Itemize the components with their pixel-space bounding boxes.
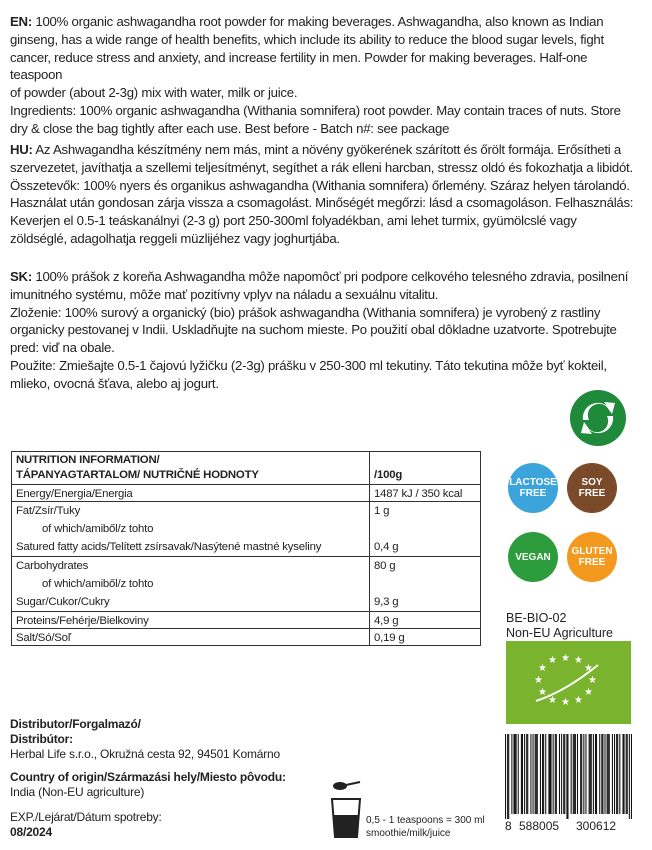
exp-label: EXP./Lejárat/Dátum spotreby:	[10, 810, 162, 824]
badge-text: VEGAN	[515, 551, 551, 563]
salt-label: Salt/Só/Soľ	[12, 629, 370, 646]
sugar-value: 9,3 g	[374, 596, 399, 608]
lang-label-hu: HU:	[10, 142, 33, 157]
barcode-bar	[548, 734, 549, 814]
nutrition-header	[12, 452, 370, 485]
barcode-bar	[543, 734, 544, 814]
barcode-bar	[516, 734, 517, 814]
nutrition-table	[11, 451, 481, 646]
barcode-bar	[533, 734, 534, 814]
energy-label: Energy/Energia/Energia	[12, 485, 370, 502]
barcode	[505, 734, 632, 819]
protein-value: 4,9 g	[370, 612, 481, 629]
barcode-bar	[521, 734, 522, 814]
en-line-3: cancer, reduce stress and anxiety, and increase fertility in men. Powder for making beverages. Half-one teaspoon	[10, 49, 588, 83]
barcode-bar	[515, 734, 516, 814]
barcode-bar	[608, 734, 609, 814]
badge-text: LACTOSE	[509, 477, 557, 488]
barcode-bar	[507, 734, 508, 819]
table-row	[12, 557, 481, 612]
en-line-5: Ingredients: 100% organic ashwagandha (Withania somnifera) root powder. May contain traces of nuts. Store	[10, 102, 621, 118]
distributor-address: Herbal Life s.r.o., Okružná cesta 92, 94501 Komárno	[10, 747, 280, 761]
fat-cell	[12, 502, 370, 557]
badge-text: FREE	[578, 557, 606, 568]
svg-text:★: ★	[538, 687, 547, 698]
barcode-bar	[549, 734, 550, 814]
carb-of-which: of which/amiből/z tohto	[42, 578, 154, 590]
fat-values	[370, 502, 481, 557]
barcode-bar	[522, 734, 523, 814]
barcode-bar	[535, 734, 536, 814]
gluten-free-badge	[567, 532, 617, 582]
svg-text:★: ★	[548, 655, 557, 666]
sk-line-3: Zloženie: 100% surový a organický (bio) prášok ashwagandha (Withania somnifera) je vyrobený z rastliny	[10, 304, 601, 320]
badge-text: GLUTEN	[571, 546, 613, 557]
sk-line-5: pred: viď na obale.	[10, 340, 115, 356]
barcode-bar	[561, 734, 562, 814]
barcode-bar	[571, 734, 572, 814]
sk-line-4: organicky pestovanej v Indii. Uskladňujte na suchom mieste. Po použití obal dôkladne uzatvorte. Spotrebujte	[10, 322, 617, 338]
sk-line-7: mlieko, ovocná šťava, alebo aj jogurt.	[10, 375, 219, 391]
barcode-bar	[622, 734, 623, 814]
distributor-label-2: Distribútor:	[10, 732, 73, 746]
vegan-badge	[508, 532, 558, 582]
exp-value: 08/2024	[10, 825, 52, 839]
lang-label-en: EN:	[10, 14, 32, 29]
hu-line-2: szervezetet, javíthatja a szellemi teljesítményt, segíthet a rák elleni harcban, stressz oldó és fokozhatja a libidót.	[10, 159, 633, 175]
cert-code: BE-BIO-02	[506, 611, 567, 625]
barcode-bar	[540, 734, 541, 814]
barcode-bar	[575, 734, 576, 814]
barcode-bar	[601, 734, 602, 814]
barcode-bar	[518, 734, 519, 814]
barcode-bar	[602, 734, 603, 814]
barcode-bar	[553, 734, 554, 814]
hu-line-4: Használat után gondosan zárja vissza a csomagolást. Minőségét megőrzi: lásd a csomagoláson. Felhasználás:	[10, 195, 634, 211]
eu-organic-leaf-icon	[506, 641, 631, 724]
table-row	[12, 502, 481, 557]
barcode-bar	[508, 734, 509, 819]
barcode-bar	[563, 734, 564, 814]
barcode-bar	[591, 734, 592, 814]
hu-line-1: Az Ashwagandha készítmény nem más, mint a növény gyökerének szárított és őrölt formája. Erősítheti a	[32, 142, 621, 157]
recycle-icon	[569, 389, 627, 447]
svg-text:★: ★	[534, 675, 543, 686]
barcode-bar	[607, 734, 608, 814]
barcode-bar	[574, 734, 575, 814]
nutrition-header-line-2: TÁPANYAGTARTALOM/ NUTRIČNÉ HODNOTY	[16, 469, 259, 481]
barcode-bar	[614, 734, 615, 814]
barcode-bar	[581, 734, 582, 814]
barcode-bar	[631, 734, 632, 819]
barcode-bar	[542, 734, 543, 814]
barcode-bar	[585, 734, 586, 814]
barcode-bar	[612, 734, 613, 814]
barcode-bar	[566, 734, 567, 819]
svg-text:★: ★	[561, 653, 570, 664]
origin-label: Country of origin/Származási hely/Miesto pôvodu:	[10, 770, 286, 784]
saturated-value: 0,4 g	[374, 541, 399, 553]
svg-text:★: ★	[561, 697, 570, 708]
fat-value: 1 g	[374, 505, 390, 517]
en-line-1: 100% organic ashwagandha root powder for making beverages. Ashwagandha, also known as Indian	[31, 14, 604, 29]
table-row	[12, 485, 481, 502]
svg-text:★: ★	[574, 695, 583, 706]
en-line-4: of powder (about 2-3g) mix with water, milk or juice.	[10, 85, 298, 101]
svg-text:★: ★	[574, 655, 583, 666]
barcode-bar	[527, 734, 528, 814]
serving-line-2: smoothie/milk/juice	[366, 828, 451, 839]
sk-line-2: imunitného systému, môže mať pozitívny vplyv na náladu a sexuálnu vitalitu.	[10, 286, 439, 302]
slovak-description	[10, 268, 642, 393]
svg-text:★: ★	[548, 695, 557, 706]
table-row	[12, 629, 481, 646]
salt-value: 0,19 g	[370, 629, 481, 646]
barcode-bar	[513, 734, 514, 814]
barcode-bar	[573, 734, 574, 814]
english-description	[10, 13, 642, 138]
barcode-bar	[626, 734, 627, 814]
protein-label: Proteins/Fehérje/Bielkoviny	[12, 612, 370, 629]
svg-text:★: ★	[584, 687, 593, 698]
lactose-free-badge	[508, 463, 558, 513]
barcode-bar	[599, 734, 600, 814]
sk-line-1: 100% prášok z koreňa Ashwagandha môže napomôcť pri podpore celkového telesného zdravia, posilnení	[31, 269, 629, 284]
svg-text:★: ★	[588, 675, 597, 686]
carb-label: Carbohydrates	[16, 560, 89, 572]
barcode-bar	[629, 734, 630, 819]
barcode-bar	[537, 734, 538, 814]
lang-label-sk: SK:	[10, 269, 32, 284]
origin-value: India (Non-EU agriculture)	[10, 785, 145, 799]
svg-text:★: ★	[538, 663, 547, 674]
sugar-label: Sugar/Cukor/Cukry	[16, 596, 110, 608]
table-row	[12, 612, 481, 629]
barcode-bar	[530, 734, 531, 814]
carb-values	[370, 557, 481, 612]
barcode-digit-group-1: 588005	[519, 819, 560, 833]
hu-line-3: Összetevők: 100% nyers és organikus ashwagandha (Withania somnifera) őrlemény. Száraz helyen tárolandó.	[10, 177, 630, 193]
barcode-bar	[593, 734, 594, 814]
svg-text:★: ★	[584, 663, 593, 674]
distributor-label-1: Distributor/Forgalmazó/	[10, 717, 141, 731]
badge-text: FREE	[578, 488, 606, 499]
carb-value: 80 g	[374, 560, 396, 572]
soy-free-badge	[567, 463, 617, 513]
barcode-bar	[595, 734, 596, 814]
hu-line-5: Keverjen el 0.5-1 teáskanálnyi (2-3 g) port 250-300ml folyadékban, ami lehet turmix, gyümölcslé vagy	[10, 213, 577, 229]
barcode-bar	[624, 734, 625, 814]
barcode-bar	[526, 734, 527, 814]
hungarian-description	[10, 141, 642, 248]
badge-text: SOY	[581, 477, 603, 488]
per-100g-header: /100g	[370, 452, 481, 485]
barcode-bar	[555, 734, 556, 814]
hu-line-6: zöldséglé, adagolhatja reggeli müzlijéhez vagy joghurtjába.	[10, 230, 340, 246]
en-line-6: dry & close the bag tightly after each use. Best before - Batch n#: see package	[10, 120, 450, 136]
barcode-bar	[564, 734, 565, 814]
en-line-2: ginseng, has a wide range of health benefits, which include its ability to reduce the blood sugar levels, fight	[10, 31, 604, 47]
barcode-bar	[627, 734, 628, 814]
barcode-bar	[577, 734, 578, 814]
fat-of-which: of which/amiből/z tohto	[42, 523, 154, 535]
barcode-bar	[559, 734, 560, 814]
barcode-bar	[604, 734, 605, 814]
barcode-bar	[609, 734, 610, 814]
barcode-bar	[580, 734, 581, 814]
barcode-bar	[619, 734, 620, 814]
badge-text: FREE	[519, 488, 547, 499]
barcode-bar	[590, 734, 591, 814]
saturated-label: Satured fatty acids/Telített zsírsavak/Nasýtené mastné kyseliny	[16, 541, 322, 553]
barcode-digit-group-2: 300612	[576, 819, 617, 833]
barcode-bar	[551, 734, 552, 814]
nutrition-header-line-1: NUTRITION INFORMATION/	[16, 454, 160, 466]
spoon-cup-icon	[326, 779, 366, 839]
cert-agriculture: Non-EU Agriculture	[506, 626, 613, 640]
barcode-digit-prefix: 8	[505, 819, 512, 833]
serving-line-1: 0,5 - 1 teaspoons = 300 ml	[366, 815, 485, 826]
energy-value: 1487 kJ / 350 kcal	[370, 485, 481, 502]
barcode-bar	[536, 734, 537, 814]
barcode-bar	[596, 734, 597, 814]
barcode-bar	[545, 734, 546, 814]
sk-line-6: Použite: Zmiešajte 0.5-1 čajovú lyžičku (2-3g) prášku v 250-300 ml tekutiny. Táto tekutina môže byť kokteil,	[10, 357, 607, 373]
barcode-bar	[583, 734, 584, 814]
barcode-bar	[567, 734, 568, 819]
serving-info	[366, 814, 485, 840]
barcode-bar	[524, 734, 525, 814]
barcode-bar	[616, 734, 617, 814]
barcode-bar	[511, 734, 512, 814]
barcode-bar	[505, 734, 506, 819]
barcode-bar	[589, 734, 590, 814]
barcode-bar	[617, 734, 618, 814]
fat-label: Fat/Zsír/Tuky	[16, 505, 81, 517]
table-header-row	[12, 452, 481, 485]
carb-cell	[12, 557, 370, 612]
barcode-bar	[556, 734, 557, 814]
